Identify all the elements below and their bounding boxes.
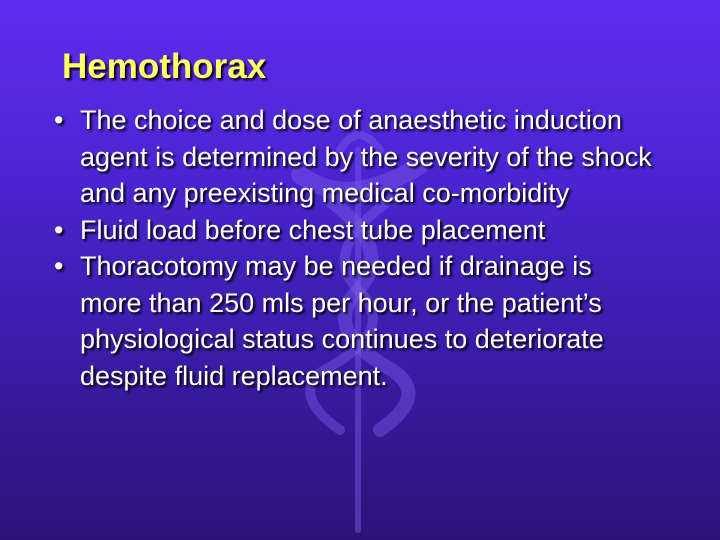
- slide-title: Hemothorax: [62, 47, 267, 86]
- bullet-text: The choice and dose of anaesthetic induction agent is determined by the severity of the shock and any preexisting medical co-morbidity: [80, 105, 652, 208]
- bullet-item: [50, 102, 660, 212]
- bullet-item: [50, 248, 660, 394]
- bullet-dot-icon: •: [54, 105, 64, 135]
- bullet-dot-icon: •: [54, 251, 64, 281]
- bullet-text: Thoracotomy may be needed if drainage is more than 250 mls per hour, or the patient’s physiological status continues to deteriorate despite fluid replacement.: [80, 251, 604, 391]
- bullet-list: [50, 102, 660, 394]
- bullet-item: [50, 212, 660, 249]
- bullet-dot-icon: •: [54, 214, 64, 245]
- bullet-text: Fluid load before chest tube placement: [80, 214, 546, 245]
